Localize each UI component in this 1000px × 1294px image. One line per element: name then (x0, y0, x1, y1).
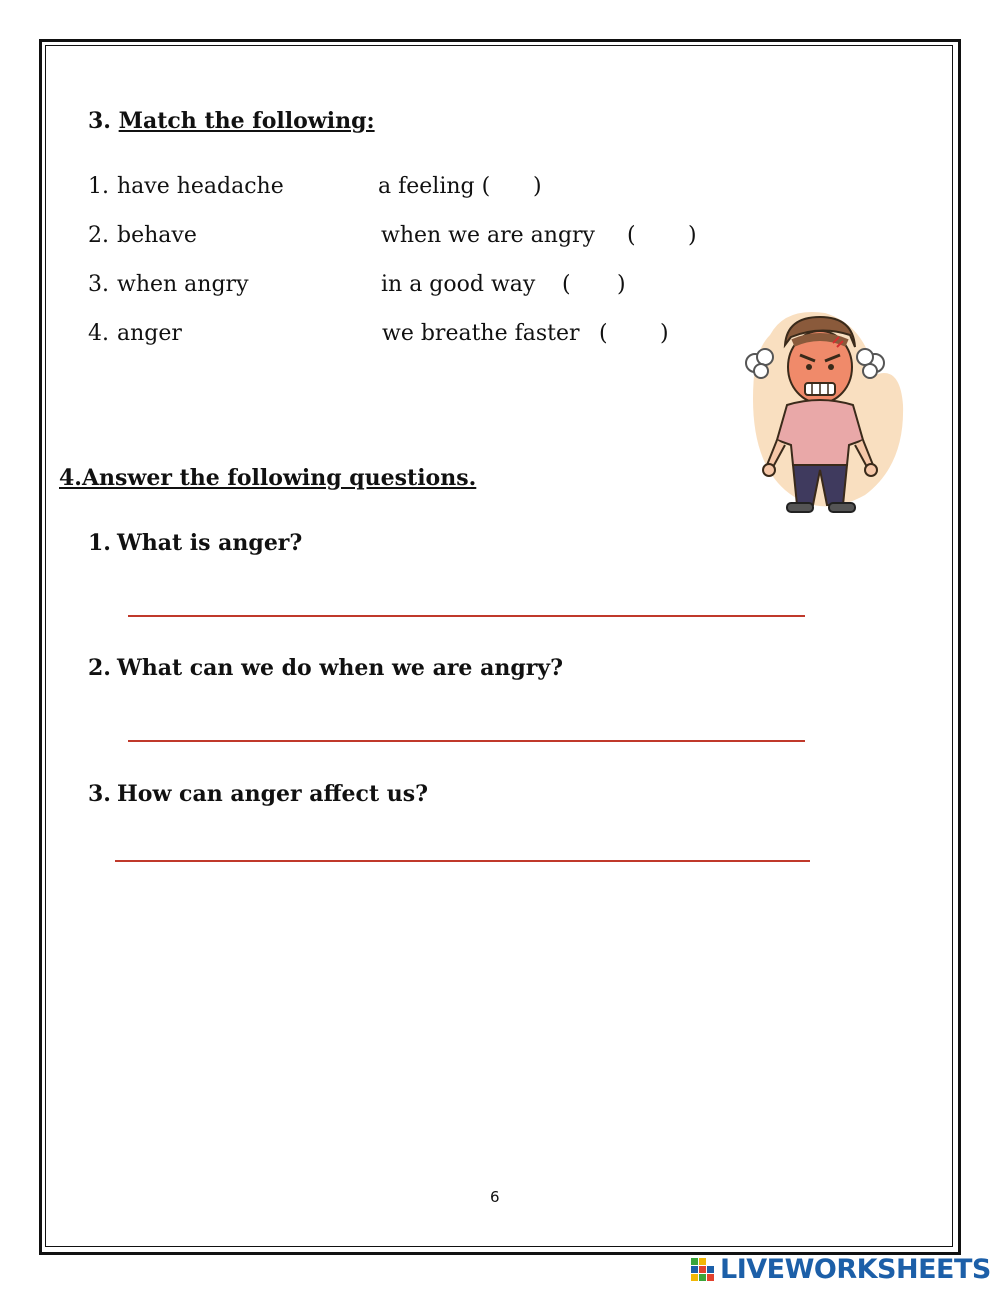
match-row-number: 3. (88, 272, 109, 297)
question-text: What can we do when we are angry? (117, 655, 563, 681)
answer-line[interactable] (128, 615, 805, 617)
match-right-item: a feeling ( (378, 174, 491, 199)
section4-heading (59, 465, 476, 491)
match-row-number: 4. (88, 321, 109, 346)
match-right-item: when we are angry (381, 223, 595, 248)
page-number: 6 (490, 1188, 500, 1206)
match-left-item: anger (117, 321, 182, 346)
match-answer-open[interactable]: ( (599, 321, 608, 346)
section3-title: Match the following: (118, 108, 375, 134)
match-left-item: have headache (117, 174, 284, 199)
match-answer-open[interactable]: ( (627, 223, 636, 248)
question-text: What is anger? (117, 530, 303, 556)
section4-title: 4.Answer the following questions. (59, 465, 477, 491)
liveworksheets-brand (690, 1254, 991, 1285)
match-right-item: in a good way (381, 272, 536, 297)
match-answer-close[interactable]: ) (533, 174, 542, 199)
match-answer-close[interactable]: ) (617, 272, 626, 297)
brand-text: LIVEWORKSHEETS (720, 1254, 991, 1285)
question-number: 2. (88, 655, 111, 681)
match-row-number: 1. (88, 174, 109, 199)
match-row-number: 2. (88, 223, 109, 248)
question-number: 1. (88, 530, 111, 556)
answer-line[interactable] (128, 740, 805, 742)
match-left-item: behave (117, 223, 197, 248)
match-right-item: we breathe faster (382, 321, 580, 346)
section3-heading (88, 108, 375, 134)
match-answer-open[interactable]: ( (562, 272, 571, 297)
question-number: 3. (88, 781, 111, 807)
match-left-item: when angry (117, 272, 249, 297)
answer-line[interactable] (115, 860, 810, 862)
liveworksheets-logo-icon (690, 1257, 716, 1283)
match-answer-close[interactable]: ) (688, 223, 697, 248)
angry-boy-illustration (725, 305, 910, 525)
match-answer-close[interactable]: ) (660, 321, 669, 346)
question-text: How can anger affect us? (117, 781, 429, 807)
section3-number: 3. (88, 108, 111, 134)
